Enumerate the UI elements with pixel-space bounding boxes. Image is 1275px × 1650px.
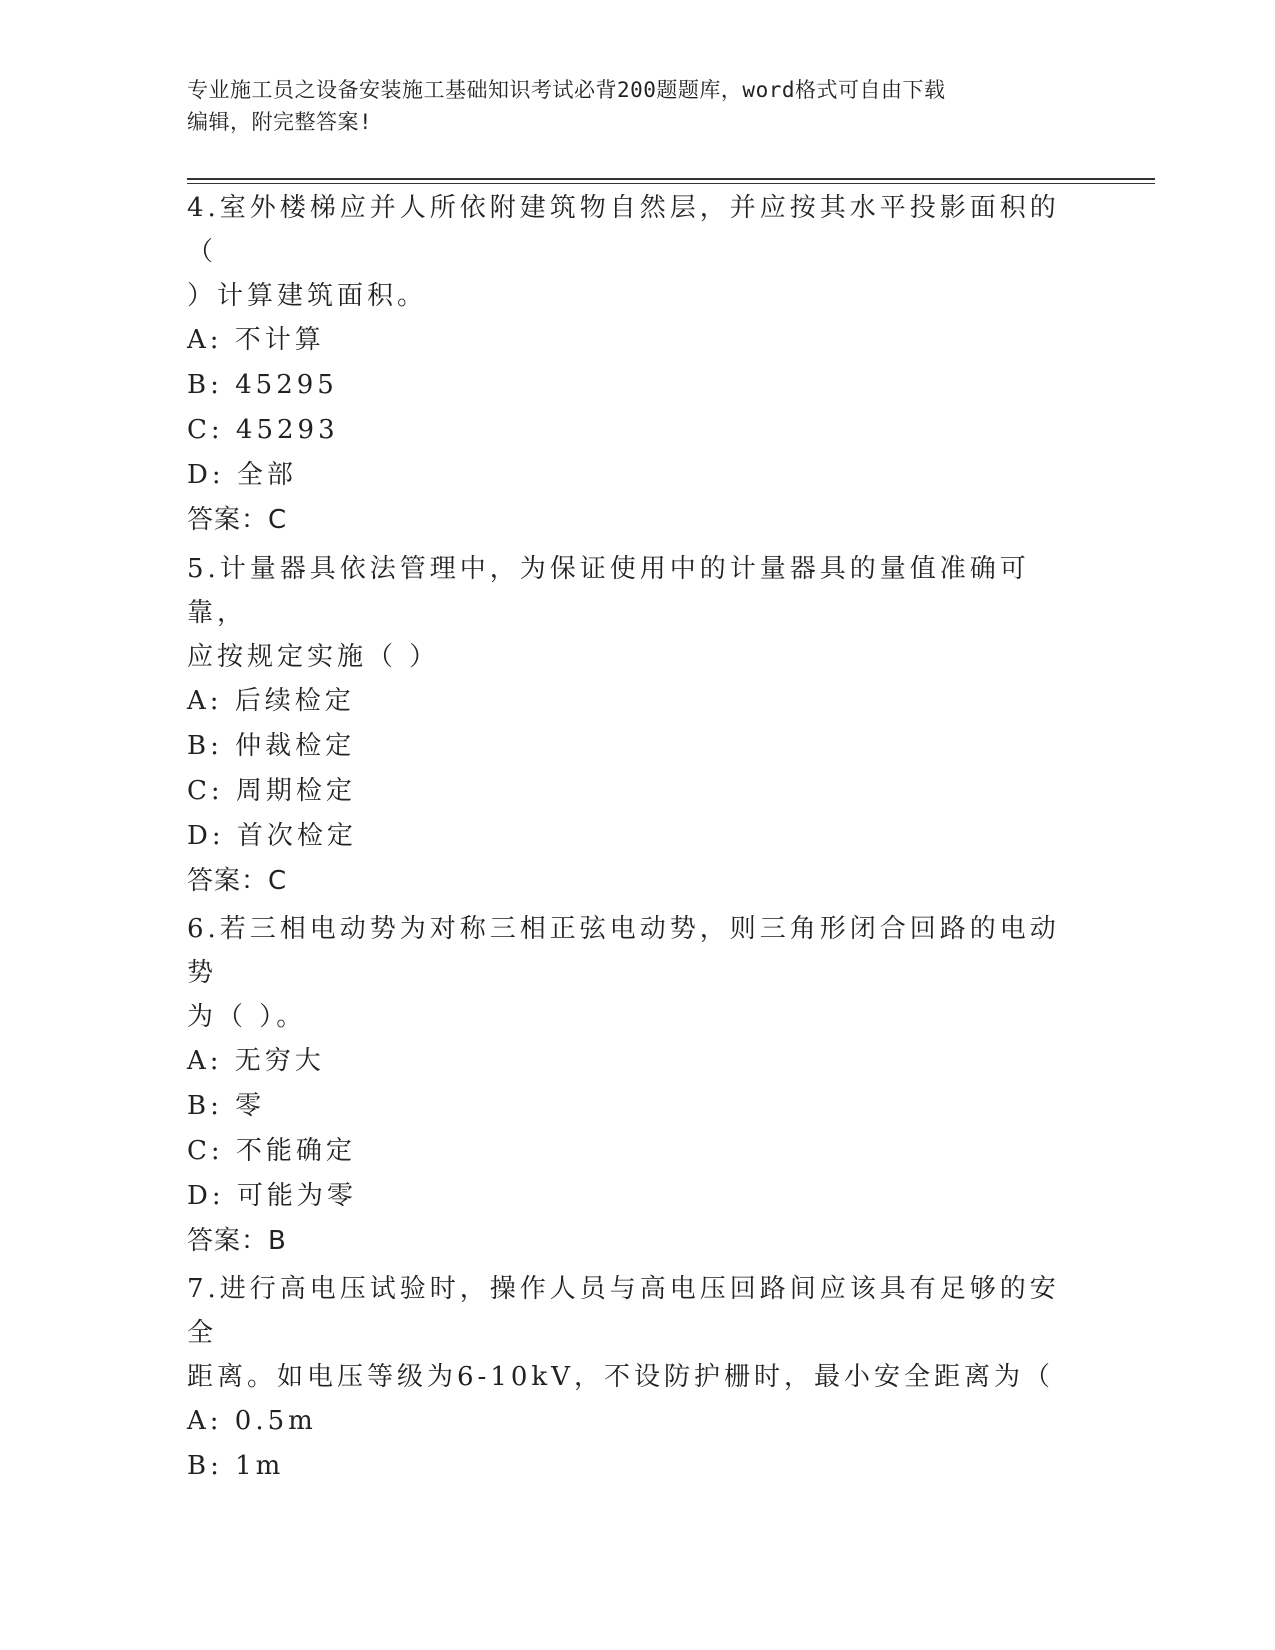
question-block bbox=[187, 547, 1087, 903]
option-a: A: 后续检定 bbox=[187, 686, 355, 716]
header-divider-thin bbox=[187, 183, 1155, 184]
question-stem: 4.室外楼梯应并人所依附建筑物自然层，并应按其水平投影面积的（ bbox=[187, 193, 1060, 267]
answer-line: 答案：B bbox=[187, 1226, 287, 1256]
question-stem: 5.计量器具依法管理中，为保证使用中的计量器具的量值准确可靠， bbox=[187, 554, 1030, 628]
option-c: C: 45293 bbox=[187, 415, 339, 445]
option-b: B: 45295 bbox=[187, 370, 338, 400]
question-block bbox=[187, 1267, 1087, 1489]
question-stem: 7.进行高电压试验时，操作人员与高电压回路间应该具有足够的安全 bbox=[187, 1274, 1060, 1348]
answer-line: 答案：C bbox=[187, 505, 288, 535]
header-line-2: 编辑，附完整答案! bbox=[187, 110, 373, 134]
option-c: C: 周期检定 bbox=[187, 776, 356, 806]
header-line-1: 专业施工员之设备安装施工基础知识考试必背200题题库，word格式可自由下载 bbox=[187, 78, 946, 102]
option-a: A: 无穷大 bbox=[187, 1046, 325, 1076]
option-a: A: 0.5m bbox=[187, 1406, 317, 1436]
question-block bbox=[187, 186, 1087, 542]
answer-line: 答案：C bbox=[187, 866, 288, 896]
option-c: C: 不能确定 bbox=[187, 1136, 356, 1166]
option-d: D: 首次检定 bbox=[187, 821, 357, 851]
question-stem: 6.若三相电动势为对称三相正弦电动势，则三角形闭合回路的电动势 bbox=[187, 914, 1060, 988]
option-d: D: 可能为零 bbox=[187, 1181, 357, 1211]
question-block bbox=[187, 907, 1087, 1263]
option-b: B: 仲裁检定 bbox=[187, 731, 356, 761]
header-divider-thick bbox=[187, 178, 1155, 180]
option-a: A: 不计算 bbox=[187, 325, 325, 355]
option-b: B: 1m bbox=[187, 1451, 285, 1481]
option-b: B: 零 bbox=[187, 1091, 266, 1121]
question-stem: 应按规定实施（ ） bbox=[187, 642, 440, 672]
question-stem: 距离。如电压等级为6-10kV，不设防护栅时，最小安全距离为（ bbox=[187, 1362, 1054, 1392]
option-d: D: 全部 bbox=[187, 460, 297, 490]
question-stem: ）计算建筑面积。 bbox=[187, 281, 428, 311]
document-header bbox=[187, 74, 1087, 138]
question-stem: 为（ ）。 bbox=[187, 1002, 307, 1032]
